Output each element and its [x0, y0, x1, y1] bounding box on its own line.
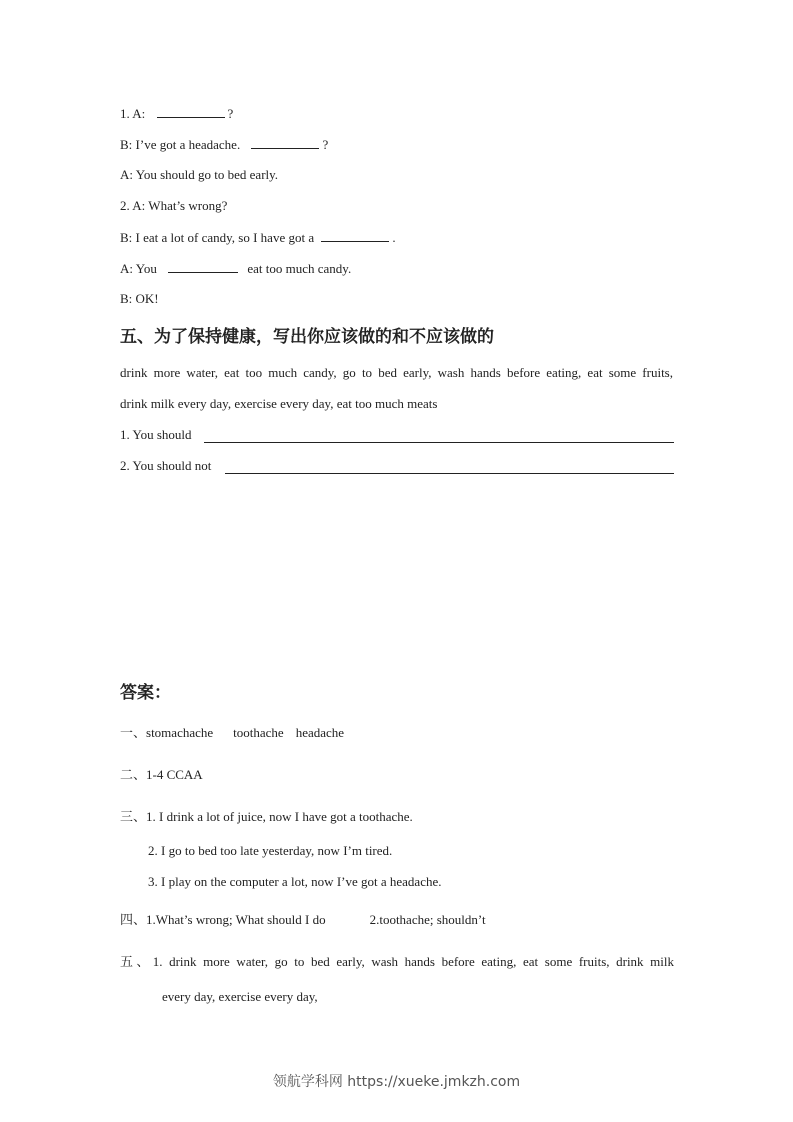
q5-should-label: 1. You should	[120, 427, 192, 442]
q4-line-4: 2. A: What’s wrong?	[120, 198, 228, 213]
blank-field[interactable]	[168, 260, 238, 273]
q4-line-7: B: OK!	[120, 291, 159, 306]
q5-should-not-label: 2. You should not	[120, 458, 212, 473]
answer-3-item-2: 2. I go to bed too late yesterday, now I’m tired.	[148, 843, 393, 858]
q4-line-6	[120, 260, 351, 277]
blank-field[interactable]	[157, 105, 225, 118]
answer-1-label: 一、	[120, 725, 147, 740]
answer-1-word-2: toothache	[233, 725, 284, 740]
q5-word-list-line-1: drink more water, eat too much candy, go to bed early, wash hands before eating, eat some fruits,	[120, 365, 673, 380]
q4-line-6-suffix: eat too much candy.	[247, 261, 352, 276]
answer-5-line-2: every day, exercise every day,	[162, 989, 318, 1004]
answer-1-word-1: stomachache	[146, 725, 214, 740]
answer-5-line-1: 五、1. drink more water, go to bed early, wash hands before eating, eat some fruits, drink milk	[120, 954, 674, 969]
answer-3-item-3: 3. I play on the computer a lot, now I’ve got a headache.	[148, 874, 442, 889]
q4-line-1	[120, 105, 233, 122]
should-not-answer-line[interactable]	[225, 461, 674, 474]
answer-1	[120, 722, 344, 741]
answer-3-label: 三、	[120, 809, 147, 824]
q4-line-5-suffix: .	[392, 230, 396, 245]
q4-line-2-prefix: B: I’ve got a headache.	[120, 137, 241, 152]
q4-line-1-suffix: ?	[227, 106, 234, 121]
answer-4-part-1: 四、1.What’s wrong; What should I do	[120, 912, 326, 927]
answer-4-part-2: 2.toothache; shouldn’t	[369, 912, 486, 927]
q5-word-list-line-2: drink milk every day, exercise every day, eat too much meats	[120, 396, 438, 411]
q4-line-5-prefix: B: I eat a lot of candy, so I have got a	[120, 230, 315, 245]
answer-2: 二、1-4 CCAA	[120, 767, 203, 782]
footer-watermark: 领航学科网 https://xueke.jmkzh.com	[272, 1074, 521, 1090]
q4-line-3: A: You should go to bed early.	[120, 167, 279, 182]
q4-line-1-prefix: 1. A:	[120, 106, 146, 121]
should-answer-line[interactable]	[204, 430, 674, 443]
q4-line-2-suffix: ?	[322, 137, 329, 152]
answers-heading: 答案：	[120, 683, 171, 703]
q4-line-2	[120, 136, 328, 153]
blank-field[interactable]	[321, 229, 389, 242]
blank-field[interactable]	[251, 136, 319, 149]
answer-1-word-3: headache	[295, 725, 345, 740]
answer-3-item-1: 1. I drink a lot of juice, now I have got a toothache.	[146, 809, 413, 824]
q4-line-5	[120, 229, 396, 246]
answer-3-line-1	[120, 806, 413, 825]
q4-line-6-prefix: A: You	[120, 261, 157, 276]
section-5-heading: 五、为了保持健康，写出你应该做的和不应该做的	[120, 327, 494, 347]
answer-4	[120, 909, 486, 928]
